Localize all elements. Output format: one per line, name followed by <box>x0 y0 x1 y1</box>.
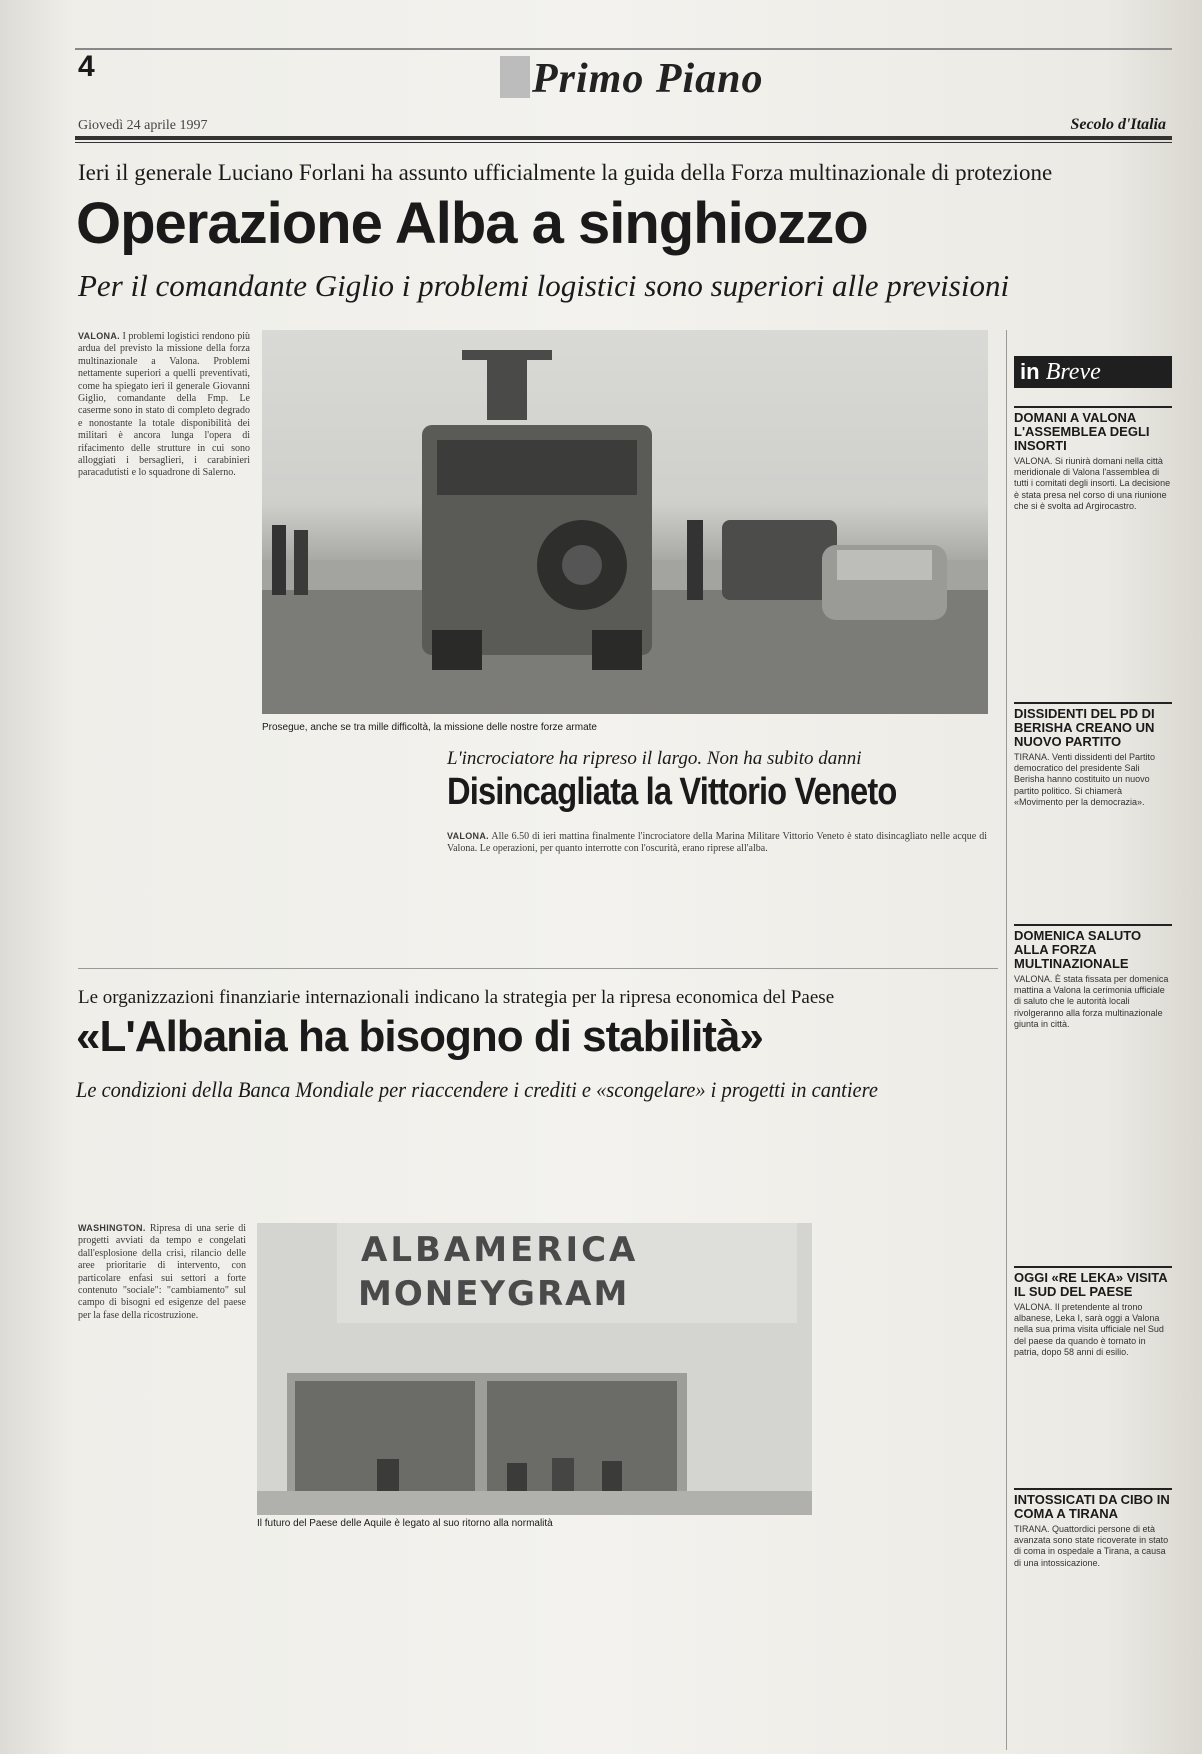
article2-body <box>447 830 987 952</box>
article1-column-2 <box>78 740 250 952</box>
article3-kicker: Le organizzazioni finanziarie internazionali indicano la strategia per la ripresa economica del Paese <box>78 987 835 1008</box>
brief-3-text: VALONA. È stata fissata per domenica mattina a Valona la cerimonia ufficiale di saluto che le autorità locali rivolgeranno alla forza multinazionale giunta in città. <box>1014 974 1169 1029</box>
section-title <box>500 55 764 103</box>
brief-2-text: TIRANA. Venti dissidenti del Partito democratico del presidente Sali Berisha hanno costituito un nuovo partito politico. Si chiamerà «Movimento per la democrazia». <box>1014 752 1156 807</box>
in-breve-label-breve: Breve <box>1045 359 1101 385</box>
newspaper-name: Secolo d'Italia <box>1070 116 1166 133</box>
article2-location: VALONA. <box>447 831 489 841</box>
article-separator <box>78 968 998 969</box>
brief-5-title: INTOSSICATI DA CIBO IN COMA A TIRANA <box>1014 1488 1172 1521</box>
article3-column-2 <box>257 1535 437 1725</box>
brief-5-text: TIRANA. Quattordici persone di età avanzata sono state ricoverate in stato di coma in ospedale a Tirana, a causa di una intossicazione. <box>1014 1524 1169 1568</box>
in-breve-label <box>1014 356 1172 388</box>
issue-date: Giovedì 24 aprile 1997 <box>78 118 208 133</box>
brief-3 <box>1014 924 1172 1030</box>
military-vehicle-illustration <box>262 330 988 714</box>
article3-column-5 <box>822 1222 990 1722</box>
brief-4-title: OGGI «RE LEKA» VISITA IL SUD DEL PAESE <box>1014 1266 1172 1299</box>
brief-5 <box>1014 1488 1172 1569</box>
brief-1-text: VALONA. Si riunirà domani nella città meridionale di Valona l'assemblea di tutti i comitati degli insorti. La decisione è stata presa nel corso di una riunione che si è svolta ad Argirocastro. <box>1014 456 1171 511</box>
article3-column-4 <box>635 1535 812 1725</box>
article3-photo-caption: Il futuro del Paese delle Aquile è legato al suo ritorno alla normalità <box>257 1518 553 1529</box>
article3-column-3 <box>446 1535 626 1725</box>
article1-lead: I problemi logistici rendono più ardua del previsto la missione della forza multinazionale a Valona. Problemi nettamente superiori a quelli preventivati, come ha spiegato ieri il generale Giovanni Giglio, comandante della Fmp. Le caserme sono in stato di completo degrado e nonostante la totale disponibilità dei militari è ancora lunga l'opera di rifacimento delle strutture in cui sono alloggiati i bersaglieri, i carabinieri paracadutisti e lo squadrone di Salerno. <box>78 331 250 479</box>
sidebar-divider <box>1006 330 1007 1750</box>
article1-photo-caption: Prosegue, anche se tra mille difficoltà, la missione delle nostre forze armate <box>262 722 597 733</box>
store-sign-line-1: ALBAMERICA <box>361 1230 639 1270</box>
brief-4 <box>1014 1266 1172 1358</box>
article1-photo <box>262 330 988 714</box>
article3-subheadline: Le condizioni della Banca Mondiale per riaccendere i crediti e «scongelare» i progetti in cantiere <box>76 1077 878 1102</box>
article3-lead: Ripresa di una serie di progetti avviati da tempo e congelati dall'esplosione della crisi, rilancio delle aree prioritarie di intervento, con particolare enfasi sui settori a forte contenuto "sociale": "cambiamento" sul campo di bisogni ed esigenze del paese per la fase della ricostruzione. <box>78 1223 246 1321</box>
article1-subheadline: Per il comandante Giglio i problemi logistici sono superiori alle previsioni <box>78 268 1010 303</box>
article1-column-3 <box>262 740 434 952</box>
brief-4-text: VALONA. Il pretendente al trono albanese, Leka I, sarà oggi a Valona nella sua prima visita ufficiale nel Sud del paese da quando è tornato in patria, dopo 58 anni di esilio. <box>1014 1302 1164 1357</box>
article3-column-1 <box>78 1222 246 1692</box>
brief-1 <box>1014 406 1172 512</box>
article1-kicker: Ieri il generale Luciano Forlani ha assunto ufficialmente la guida della Forza multinazionale di protezione <box>78 160 1053 185</box>
section-title-text: Primo Piano <box>532 56 764 102</box>
store-sign-line-2: MONEYGRAM <box>358 1274 630 1314</box>
top-rule <box>75 48 1172 50</box>
article1-location: VALONA. <box>78 331 120 341</box>
article3-location: WASHINGTON. <box>78 1223 146 1233</box>
article2-headline: Disincagliata la Vittorio Veneto <box>447 771 897 813</box>
article2-lead: Alle 6.50 di ieri mattina finalmente l'incrociatore della Marina Militare Vittorio Veneto è stato disincagliato nelle acque di Valona. Le operazioni, per quanto interrotte con l'oscurità, erano riprese all'alba. <box>447 831 987 855</box>
article2-kicker: L'incrociatore ha ripreso il largo. Non ha subito danni <box>447 748 862 769</box>
article1-headline: Operazione Alba a singhiozzo <box>76 191 868 256</box>
masthead-rule <box>75 136 1172 140</box>
brief-3-title: DOMENICA SALUTO ALLA FORZA MULTINAZIONALE <box>1014 924 1172 971</box>
page-number: 4 <box>78 50 95 83</box>
article3-photo <box>257 1223 812 1515</box>
brief-1-title: DOMANI A VALONA L'ASSEMBLEA DEGLI INSORTI <box>1014 406 1172 453</box>
in-breve-header <box>1014 356 1172 388</box>
section-title-initial-box <box>500 56 530 98</box>
brief-2 <box>1014 702 1172 808</box>
article1-column-1 <box>78 330 250 730</box>
masthead-rule-thin <box>75 142 1172 143</box>
in-breve-label-in: in <box>1020 359 1040 384</box>
article3-headline: «L'Albania ha bisogno di stabilità» <box>76 1012 763 1061</box>
brief-2-title: DISSIDENTI DEL PD DI BERISHA CREANO UN NUOVO PARTITO <box>1014 702 1172 749</box>
